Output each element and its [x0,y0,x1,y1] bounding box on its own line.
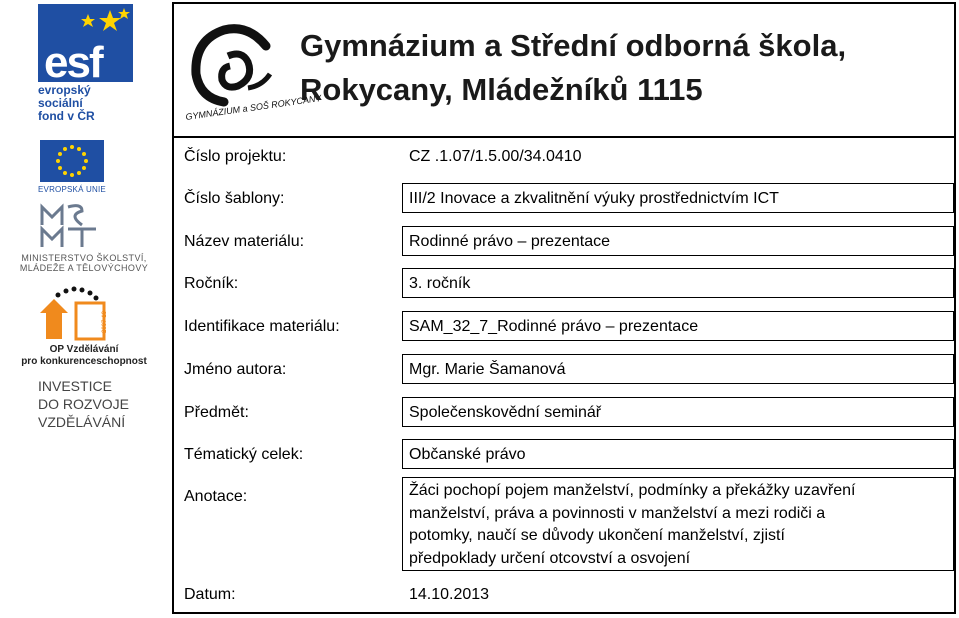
esf-logo-box [38,4,133,87]
annotation-line: Žáci pochopí pojem manželství, podmínky a překážky uzavření [409,482,856,499]
field-label-author: Jméno autora: [184,361,287,378]
field-value-material-id: SAM_32_7_Rodinné právo – prezentace [409,318,699,335]
esf-caption [38,84,95,123]
investice-caption-line: DO ROZVOJE [38,396,130,412]
title-line: Gymnázium a Střední odborná škola, [300,28,847,63]
op-vzdelavani-logo-icon [36,283,112,343]
annotation-line: potomky, naučí se důvody ukončení manželství, zjistí [409,527,785,544]
investice-caption [38,377,129,431]
msmt-caption [4,253,164,273]
field-value-project-number: CZ .1.07/1.5.00/34.0410 [409,148,582,165]
esf-caption-line: evropský [38,83,91,97]
annotation-line: manželství, práva a povinnosti v manželství a mezi rodiči a [409,504,826,522]
svg-text:2007-13: 2007-13 [102,310,108,333]
field-value-material-name: Rodinné právo – prezentace [409,233,611,250]
title-line: Rokycany, Mládežníků 1115 [300,72,703,107]
field-value-topic: Občanské právo [409,446,526,463]
field-label-subject: Předmět: [184,404,249,421]
field-label-material-id: Identifikace materiálu: [184,318,340,335]
field-label-date: Datum: [184,586,236,603]
field-label-material-name: Název materiálu: [184,233,305,250]
esf-wordmark: esf [44,38,102,87]
field-label-grade: Ročník: [184,275,239,292]
field-value-author: Mgr. Marie Šamanová [409,361,566,378]
field-label-template-number: Číslo šablony: [184,190,285,207]
field-value-template-number: III/2 Inovace a zkvalitnění výuky prostřednictvím ICT [409,190,779,207]
eu-stars-icon [40,140,104,182]
investice-caption-line: INVESTICE [38,378,112,394]
field-label-project-number: Číslo projektu: [184,148,287,165]
field-value-grade: 3. ročník [409,275,471,292]
field-value-subject: Společenskovědní seminář [409,404,602,421]
field-label-topic: Tématický celek: [184,446,304,463]
msmt-caption-line: MINISTERSTVO ŠKOLSTVÍ, [21,253,147,263]
esf-caption-line: sociální [38,96,83,110]
annotation-line: předpoklady určení otcovství a osvojení [409,549,691,567]
esf-stars-icon [58,6,133,40]
field-value-date: 14.10.2013 [409,586,490,603]
investice-caption-line: VZDĚLÁVÁNÍ [38,414,126,430]
eu-caption: EVROPSKÁ UNIE [38,185,106,194]
esf-logo [38,4,133,130]
page-title [300,24,846,112]
msmt-logo-icon [38,203,110,251]
eu-flag-icon [40,140,104,182]
op-caption-line: pro konkurenceschopnost [21,356,147,367]
field-label-annotation: Anotace: [184,488,248,505]
header-divider [174,136,954,138]
value-box [402,268,954,298]
logo-column [0,0,170,618]
op-caption-line: OP Vzdělávání [49,344,119,355]
esf-caption-line: fond v ČR [38,109,95,123]
field-value-annotation [409,480,949,570]
svg-text:GYMNÁZIUM a SOŠ ROKYCANY: GYMNÁZIUM a SOŠ ROKYCANY [184,93,322,122]
msmt-caption-line: MLÁDEŽE A TĚLOVÝCHOVY [19,263,149,273]
gymnazium-logo-icon [178,16,322,128]
op-caption [4,344,164,368]
